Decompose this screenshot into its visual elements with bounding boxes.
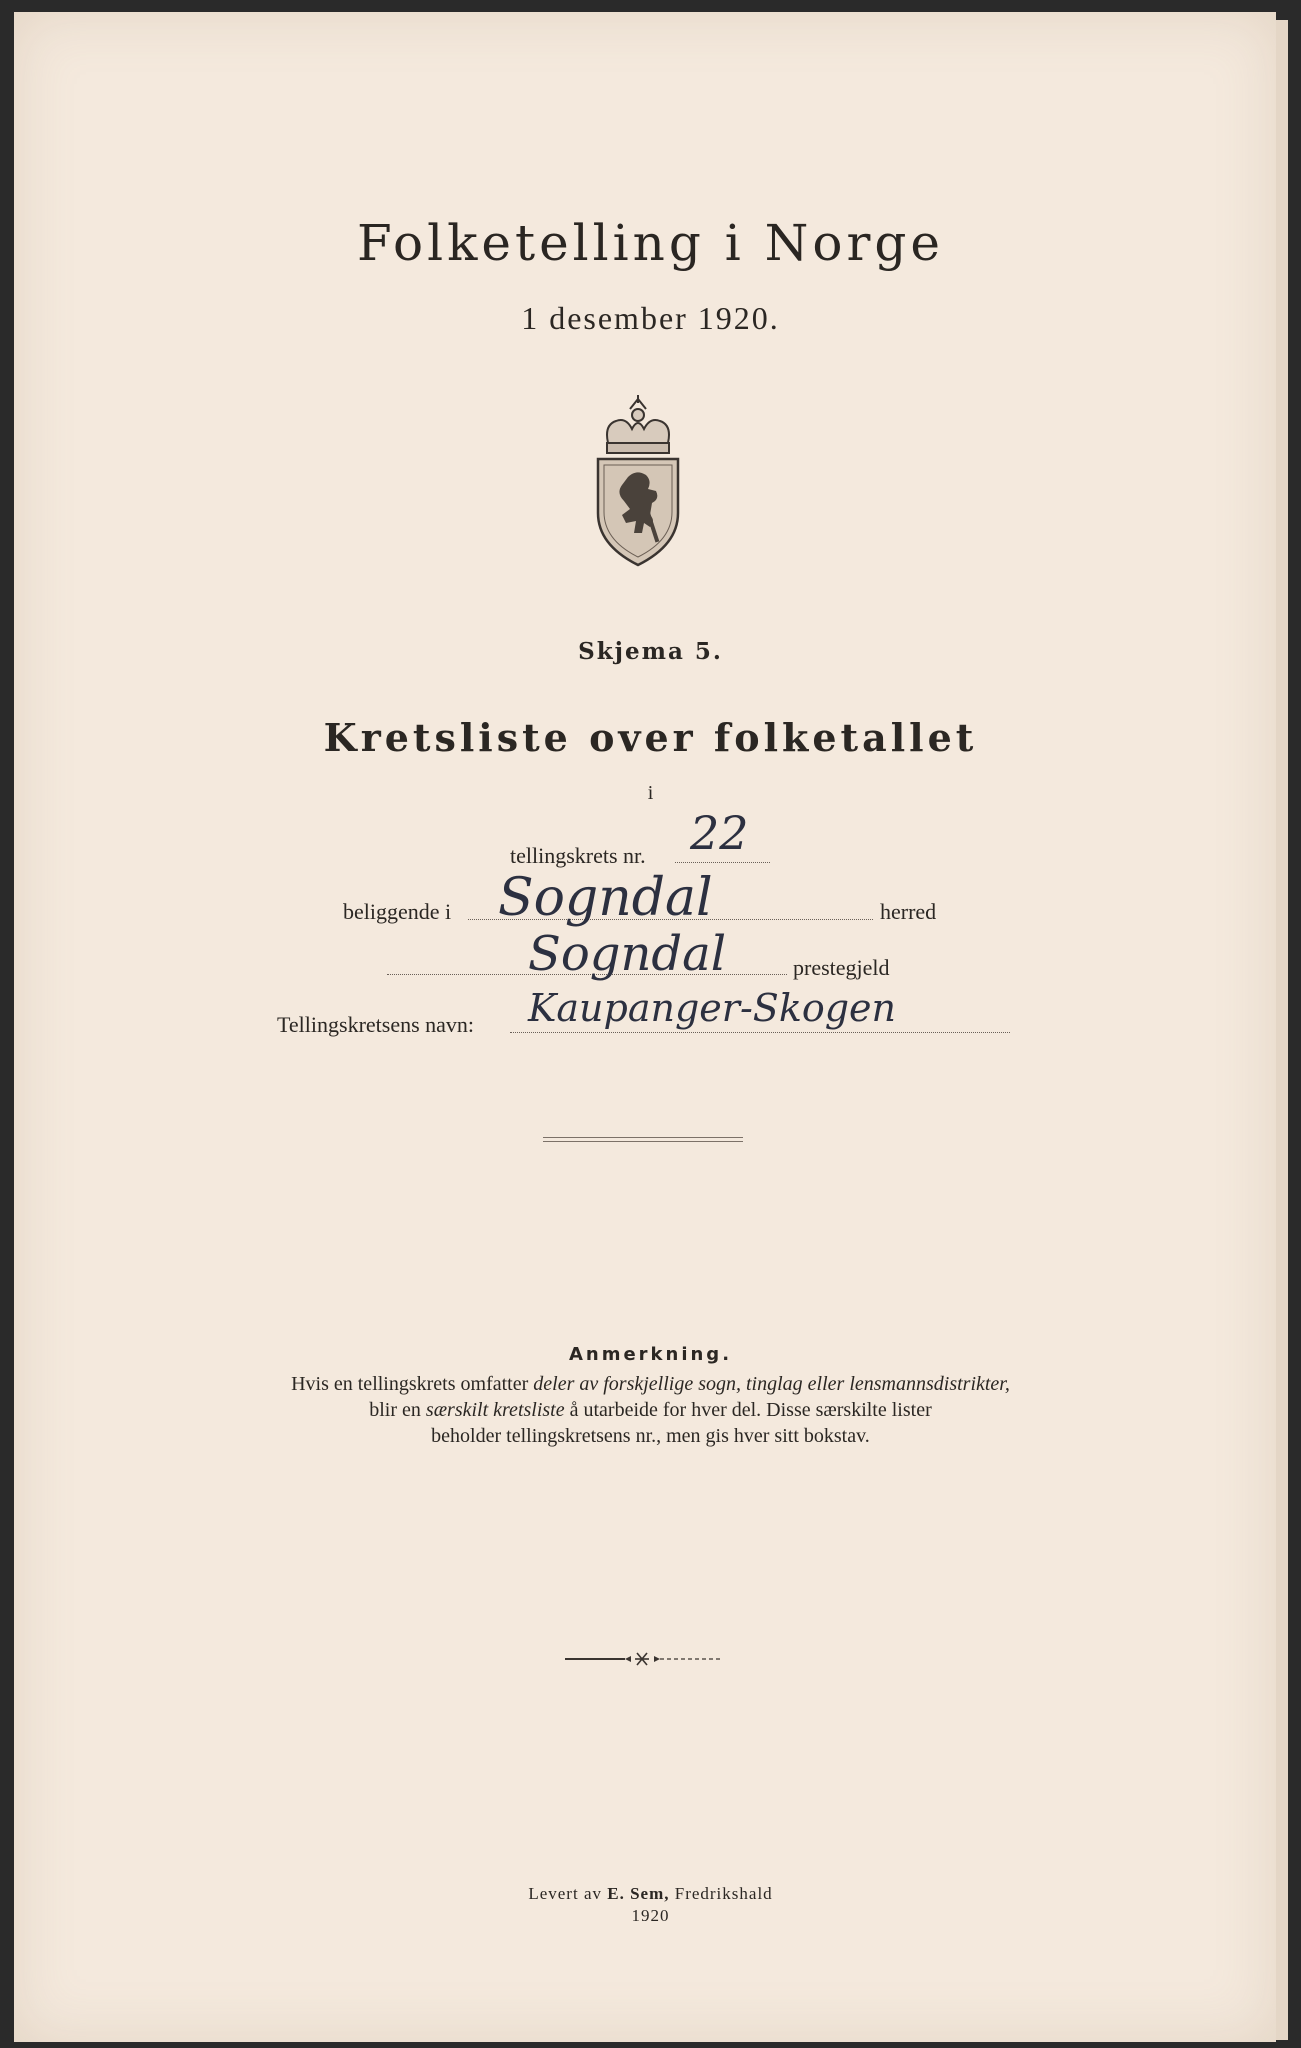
note-line-3: beholder tellingskretsens nr., men gis hver sitt bokstav. <box>431 1425 870 1447</box>
note-line-1 <box>0 1373 1301 1396</box>
page-subtitle: Kretsliste over folketallet <box>323 715 978 760</box>
bleed-through <box>1040 360 1240 1160</box>
krets-nr-label: tellingskrets nr. <box>510 843 646 868</box>
note-line-1-emphasis: deler av forskjellige sogn, tinglag eller lensmannsdistrikter, <box>533 1373 1010 1395</box>
divider-rule-top <box>543 1137 743 1138</box>
norwegian-coat-of-arms-icon <box>590 395 686 570</box>
krets-nr-value: 22 <box>690 806 749 860</box>
ornament-divider-icon <box>565 1652 720 1666</box>
note-line-2 <box>0 1399 1301 1422</box>
preposition-i: i <box>647 782 654 804</box>
note-line-2-text-a: blir en <box>369 1399 426 1421</box>
note-line-2-emphasis: særskilt kretsliste <box>425 1399 565 1421</box>
printer-prefix: Levert av <box>528 1884 608 1903</box>
krets-navn-label: Tellingskretsens navn: <box>277 1012 475 1037</box>
printer-place: Fredrikshald <box>669 1884 773 1903</box>
divider-rule-bottom <box>543 1141 743 1142</box>
census-date: 1 desember 1920. <box>521 300 780 336</box>
printer-year: 1920 <box>631 1906 670 1925</box>
note-line-2-text-c: å utarbeide for hver del. Disse særskilte lister <box>564 1399 932 1421</box>
prestegjeld-value: Sogndal <box>528 926 727 982</box>
printer-name: E. Sem, <box>607 1884 670 1903</box>
schema-label: Skjema 5. <box>578 638 723 665</box>
prestegjeld-label: prestegjeld <box>793 955 890 980</box>
herred-value: Sogndal <box>498 868 713 928</box>
page-title: Folketelling i Norge <box>357 214 944 272</box>
krets-navn-value: Kaupanger-Skogen <box>528 986 897 1030</box>
krets-nr-dotline <box>675 862 770 863</box>
note-line-1-text: Hvis en tellingskrets omfatter <box>291 1373 534 1395</box>
printer-line <box>0 1884 1301 1904</box>
herred-label: herred <box>880 899 937 924</box>
note-heading: Anmerkning. <box>568 1344 733 1365</box>
krets-navn-dotline <box>510 1032 1010 1033</box>
beliggende-label: beliggende i <box>343 899 452 924</box>
